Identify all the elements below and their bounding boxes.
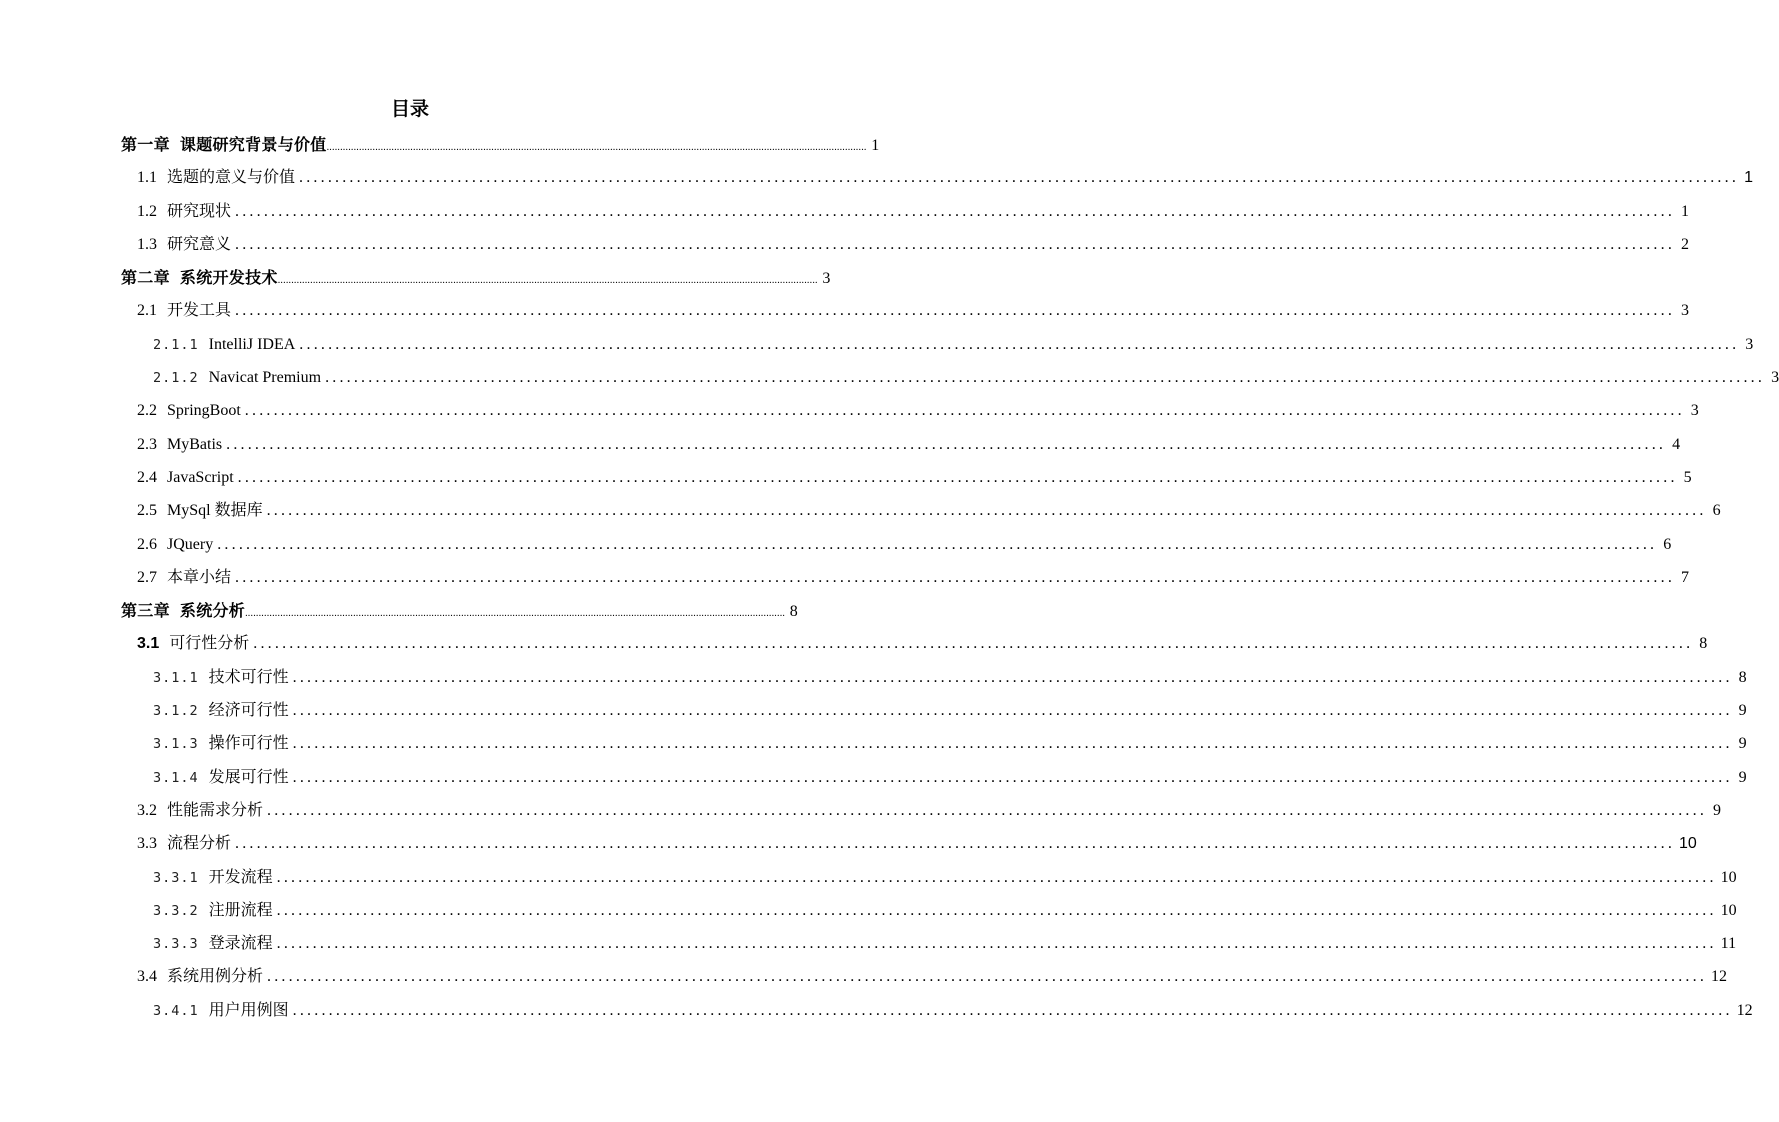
toc-entry-section[interactable] xyxy=(121,294,1690,327)
toc-entry-page: 7 xyxy=(1681,568,1690,586)
toc-entry-subsection[interactable] xyxy=(121,727,1747,760)
toc-leader-dots: ........................................................................................................................................................................................................ xyxy=(276,901,1717,919)
toc-entry-text: 本章小结 xyxy=(167,568,232,586)
toc-entry-text: 性能需求分析 xyxy=(167,801,264,819)
toc-leader-dots: ........................................................................................................................................................................................................ xyxy=(276,868,1717,886)
toc-entry-text: 选题的意义与价值 xyxy=(167,169,296,187)
toc-leader-dots: ........................................................................................................................................................................................................ xyxy=(245,608,786,620)
toc-leader-dots: ........................................................................................................................................................................................................ xyxy=(235,202,1676,220)
toc-leader-dots: ........................................................................................................................................................................................................ xyxy=(266,502,1707,520)
toc-entry-number: 2.4 xyxy=(137,468,157,486)
toc-entry-number: 2.1.2 xyxy=(153,370,199,387)
toc-leader-dots: ........................................................................................................................................................................................................ xyxy=(277,275,818,287)
toc-leader-dots: ........................................................................................................................................................................................................ xyxy=(244,402,1685,420)
toc-entry-section[interactable] xyxy=(121,195,1690,228)
toc-leader-dots: ........................................................................................................................................................................................................ xyxy=(235,235,1676,253)
toc-entry-page: 10 xyxy=(1679,835,1697,853)
toc-entry-number: 3.3.3 xyxy=(153,936,199,953)
toc-entry-number: 3.1.4 xyxy=(153,769,199,786)
toc-entry-number: 第二章 xyxy=(121,268,170,288)
toc-entry-text: 注册流程 xyxy=(208,901,273,919)
toc-leader-dots: ........................................................................................................................................................................................................ xyxy=(237,468,1678,486)
toc-entry-text: MyBatis xyxy=(167,435,223,453)
toc-entry-text: 开发流程 xyxy=(208,868,273,886)
toc-entry-page: 6 xyxy=(1663,535,1672,553)
toc-entry-number: 3.2 xyxy=(137,801,157,819)
toc-entry-number: 3.3.2 xyxy=(153,902,199,919)
toc-entry-number: 3.4 xyxy=(137,968,157,986)
toc-leader-dots: ........................................................................................................................................................................................................ xyxy=(235,302,1676,320)
toc-leader-dots: ........................................................................................................................................................................................................ xyxy=(217,535,1658,553)
toc-leader-dots: ........................................................................................................................................................................................................ xyxy=(292,668,1733,686)
toc-entry-number: 2.6 xyxy=(137,535,157,553)
toc-leader-dots: ........................................................................................................................................................................................................ xyxy=(267,968,1708,986)
toc-entry-page: 6 xyxy=(1712,502,1721,520)
toc-entry-section[interactable] xyxy=(121,461,1692,494)
toc-entry-text: 操作可行性 xyxy=(208,735,289,753)
toc-entry-text: 发展可行性 xyxy=(208,768,289,786)
toc-entry-page: 3 xyxy=(1681,302,1690,320)
toc-entry-number: 2.5 xyxy=(137,502,157,520)
toc-entry-number: 3.3 xyxy=(137,835,157,853)
toc-entry-chapter[interactable] xyxy=(121,261,831,294)
toc-entry-number: 2.2 xyxy=(137,402,157,420)
toc-entry-page: 12 xyxy=(1711,968,1728,986)
toc-entry-page: 10 xyxy=(1720,868,1737,886)
toc-leader-dots: ........................................................................................................................................................................................................ xyxy=(235,568,1676,586)
toc-entry-section[interactable] xyxy=(121,494,1721,527)
toc-entry-section[interactable] xyxy=(121,161,1754,194)
toc-entry-text: 技术可行性 xyxy=(208,668,289,686)
toc-entry-number: 1.1 xyxy=(137,169,157,187)
toc-entry-subsection[interactable] xyxy=(121,927,1737,960)
toc-entry-page: 3 xyxy=(1690,402,1699,420)
toc-leader-dots: ........................................................................................................................................................................................................ xyxy=(292,702,1733,720)
toc-entry-text: JQuery xyxy=(167,535,214,553)
toc-entry-page: 1 xyxy=(871,137,880,154)
toc-entry-subsection[interactable] xyxy=(121,994,1753,1027)
toc-entry-page: 3 xyxy=(822,270,831,288)
toc-entry-text: 用户用例图 xyxy=(208,1001,289,1019)
toc-entry-subsection[interactable] xyxy=(121,894,1737,927)
toc-entry-section[interactable] xyxy=(121,960,1728,993)
toc-leader-dots: ........................................................................................................................................................................................................ xyxy=(292,768,1733,786)
toc-entry-number: 3.1.1 xyxy=(153,669,199,686)
toc-entry-number: 3.1.3 xyxy=(153,736,199,753)
toc-entry-page: 8 xyxy=(1699,635,1708,653)
toc-entry-text: 流程分析 xyxy=(167,835,232,853)
toc-entry-number: 第三章 xyxy=(121,601,170,621)
toc-entry-page: 1 xyxy=(1744,169,1754,187)
toc-entry-page: 10 xyxy=(1720,901,1737,919)
toc-entry-number: 2.1 xyxy=(137,302,157,320)
toc-entry-page: 9 xyxy=(1713,801,1722,819)
toc-entry-text: 可行性分析 xyxy=(169,635,250,653)
toc-leader-dots: ........................................................................................................................................................................................................ xyxy=(326,142,867,153)
toc-leader-dots: ........................................................................................................................................................................................................ xyxy=(235,835,1676,853)
toc-entry-text: 研究现状 xyxy=(167,202,232,220)
toc-entry-text: 系统用例分析 xyxy=(167,968,264,986)
toc-entry-text: 系统分析 xyxy=(179,601,246,621)
toc-leader-dots: ........................................................................................................................................................................................................ xyxy=(299,169,1740,187)
toc-entry-page: 1 xyxy=(1681,202,1690,220)
toc-entry-section[interactable] xyxy=(121,394,1699,427)
toc-entry-section[interactable] xyxy=(121,561,1690,594)
toc-title: 目录 xyxy=(390,98,429,120)
toc-entry-subsection[interactable] xyxy=(121,361,1779,394)
toc-entry-page: 9 xyxy=(1738,735,1747,753)
toc-entry-text: Navicat Premium xyxy=(208,369,322,387)
toc-entry-subsection[interactable] xyxy=(121,694,1747,727)
toc-leader-dots: ........................................................................................................................................................................................................ xyxy=(253,635,1694,653)
toc-entry-text: SpringBoot xyxy=(167,402,241,420)
toc-entry-chapter[interactable] xyxy=(121,128,880,161)
toc-entry-page: 3 xyxy=(1745,335,1754,353)
toc-entry-number: 2.1.1 xyxy=(153,336,199,353)
toc-leader-dots: ........................................................................................................................................................................................................ xyxy=(292,735,1733,753)
toc-entry-number: 3.1.2 xyxy=(153,703,199,720)
toc-entry-number: 3.1 xyxy=(137,635,160,653)
toc-entry-text: 系统开发技术 xyxy=(179,268,278,288)
toc-entry-number: 3.3.1 xyxy=(153,869,199,886)
toc-entry-text: 课题研究背景与价值 xyxy=(179,135,327,154)
toc-entry-text: 研究意义 xyxy=(167,235,232,253)
toc-entry-section[interactable] xyxy=(121,794,1722,827)
toc-leader-dots: ........................................................................................................................................................................................................ xyxy=(325,369,1766,387)
toc-leader-dots: ........................................................................................................................................................................................................ xyxy=(267,801,1708,819)
toc-entry-section[interactable] xyxy=(121,827,1697,860)
toc-entry-section[interactable] xyxy=(121,627,1708,660)
toc-leader-dots: ........................................................................................................................................................................................................ xyxy=(226,435,1667,453)
toc-entry-subsection[interactable] xyxy=(121,661,1747,694)
toc-entry-page: 9 xyxy=(1738,768,1747,786)
toc-entry-text: 开发工具 xyxy=(167,302,232,320)
toc-entry-page: 4 xyxy=(1672,435,1681,453)
toc-entry-number: 2.7 xyxy=(137,568,157,586)
toc-entry-text: 经济可行性 xyxy=(208,702,289,720)
toc-entry-page: 8 xyxy=(1738,668,1747,686)
toc-list xyxy=(121,128,1779,1027)
toc-entry-number: 1.3 xyxy=(137,235,157,253)
toc-entry-page: 5 xyxy=(1683,468,1692,486)
toc-entry-text: IntelliJ IDEA xyxy=(208,335,296,353)
toc-entry-page: 8 xyxy=(789,603,799,621)
toc-entry-text: 登录流程 xyxy=(208,935,273,953)
toc-entry-subsection[interactable] xyxy=(121,861,1737,894)
toc-entry-subsection[interactable] xyxy=(121,328,1754,361)
toc-entry-number: 第一章 xyxy=(121,135,170,154)
toc-entry-section[interactable] xyxy=(121,228,1690,261)
toc-entry-section[interactable] xyxy=(121,528,1672,561)
toc-entry-page: 9 xyxy=(1738,702,1747,720)
toc-entry-subsection[interactable] xyxy=(121,761,1747,794)
toc-leader-dots: ........................................................................................................................................................................................................ xyxy=(292,1001,1733,1019)
toc-entry-number: 1.2 xyxy=(137,202,157,220)
toc-entry-chapter[interactable] xyxy=(121,594,799,627)
toc-entry-text: JavaScript xyxy=(167,468,234,486)
toc-entry-text: MySql 数据库 xyxy=(167,502,263,520)
toc-entry-page: 3 xyxy=(1771,369,1779,387)
toc-leader-dots: ........................................................................................................................................................................................................ xyxy=(276,935,1717,953)
toc-entry-page: 11 xyxy=(1720,935,1737,953)
toc-entry-page: 12 xyxy=(1736,1001,1753,1019)
toc-leader-dots: ........................................................................................................................................................................................................ xyxy=(299,335,1740,353)
toc-entry-section[interactable] xyxy=(121,428,1681,461)
toc-entry-page: 2 xyxy=(1681,235,1690,253)
toc-entry-number: 3.4.1 xyxy=(153,1002,199,1019)
toc-entry-number: 2.3 xyxy=(137,435,157,453)
